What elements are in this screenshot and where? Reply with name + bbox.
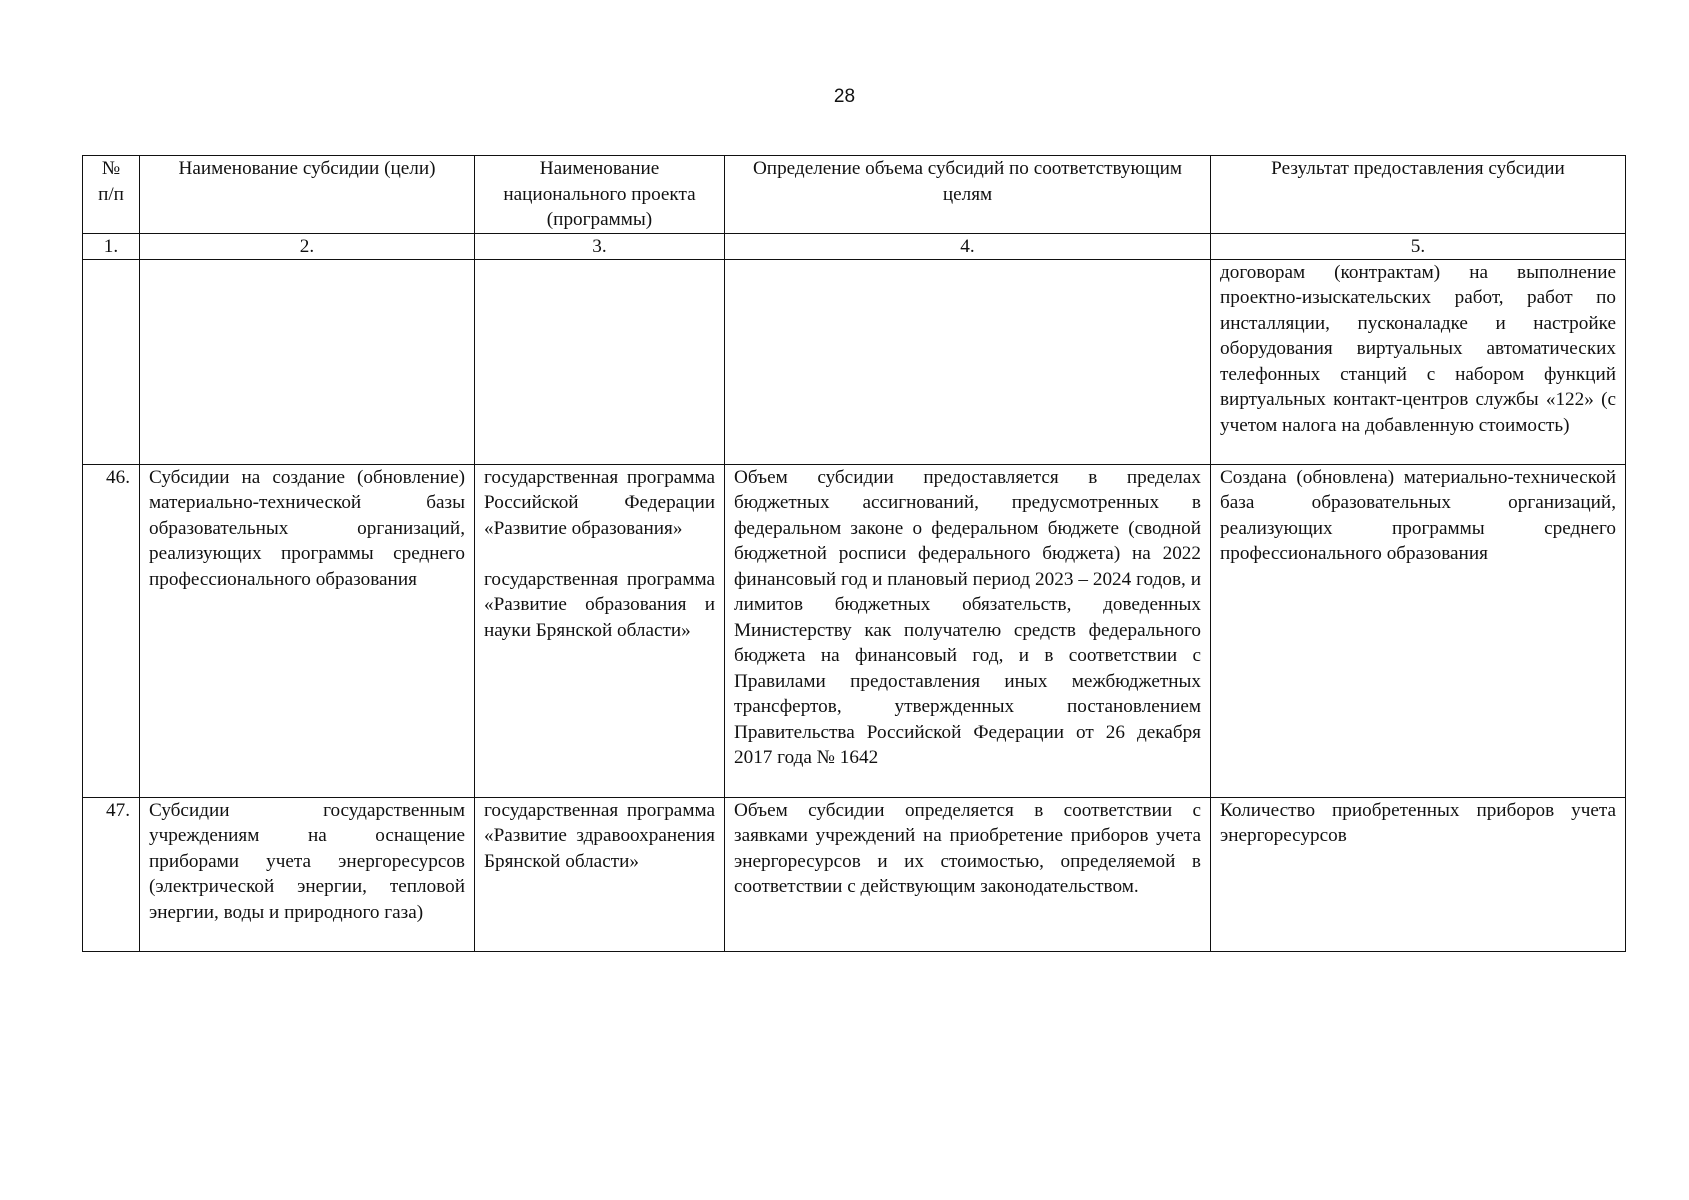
result-cell: договорам (контрактам) на выполнение проектно-изыскательских работ, работ по инсталляции, пусконаладке и настройке оборудования виртуальных автоматических телефонных станций с набором функций виртуальных контакт-центров службы «122» (с учетом налога на добавленную стоимость) <box>1211 259 1626 464</box>
row-number: 47. <box>83 797 140 951</box>
column-number: 2. <box>140 233 475 259</box>
column-number: 3. <box>475 233 725 259</box>
column-number: 1. <box>83 233 140 259</box>
result-cell: Количество приобретенных приборов учета энергоресурсов <box>1211 797 1626 951</box>
result-cell: Создана (обновлена) материально-технической база образовательных организаций, реализующих программы среднего профессионального образования <box>1211 464 1626 797</box>
header-result: Результат предоставления субсидии <box>1211 156 1626 234</box>
subsidy-table <box>82 155 1626 952</box>
column-number: 5. <box>1211 233 1626 259</box>
volume-cell: Объем субсидии предоставляется в пределах бюджетных ассигнований, предусмотренных в федеральном законе о федеральном бюджете (сводной бюджетной росписи федерального бюджета) на 2022 финансовый год и плановый период 2023 – 2024 годов, и лимитов бюджетных обязательств, доведенных Министерству как получателю средств федерального бюджета на финансовый год, и в соответствии с Правилами предоставления иных межбюджетных трансфертов, утвержденных постановлением Правительства Российской Федерации от 26 декабря 2017 года № 1642 <box>725 464 1211 797</box>
subsidy-name-cell: Субсидии на создание (обновление) материально-технической базы образовательных организаций, реализующих программы среднего профессионального образования <box>140 464 475 797</box>
header-subsidy-name: Наименование субсидии (цели) <box>140 156 475 234</box>
project-cell <box>475 259 725 464</box>
header-national-project: Наименование национального проекта (программы) <box>475 156 725 234</box>
page-number: 28 <box>833 86 856 107</box>
table-header-row <box>83 156 1626 234</box>
subsidy-name-cell: Субсидии государственным учреждениям на оснащение приборами учета энергоресурсов (электрической энергии, тепловой энергии, воды и природного газа) <box>140 797 475 951</box>
project-cell <box>475 464 725 797</box>
header-number: № п/п <box>83 156 140 234</box>
volume-cell: Объем субсидии определяется в соответствии с заявками учреждений на приобретение приборов учета энергоресурсов и их стоимостью, определяемой в соответствии с действующим законодательством. <box>725 797 1211 951</box>
table-row <box>83 464 1626 797</box>
column-number-row <box>83 233 1626 259</box>
project-text: государственная программа Российской Федерации «Развитие образования» <box>484 466 715 539</box>
project-text: государственная программа «Развитие здравоохранения Брянской области» <box>484 799 715 872</box>
project-cell <box>475 797 725 951</box>
table-row <box>83 259 1626 464</box>
row-number: 46. <box>83 464 140 797</box>
column-number: 4. <box>725 233 1211 259</box>
subsidy-name-cell <box>140 259 475 464</box>
project-text: государственная программа «Развитие образования и науки Брянской области» <box>484 568 715 641</box>
header-volume-definition: Определение объема субсидий по соответствующим целям <box>725 156 1211 234</box>
volume-cell <box>725 259 1211 464</box>
table-row <box>83 797 1626 951</box>
row-number <box>83 259 140 464</box>
